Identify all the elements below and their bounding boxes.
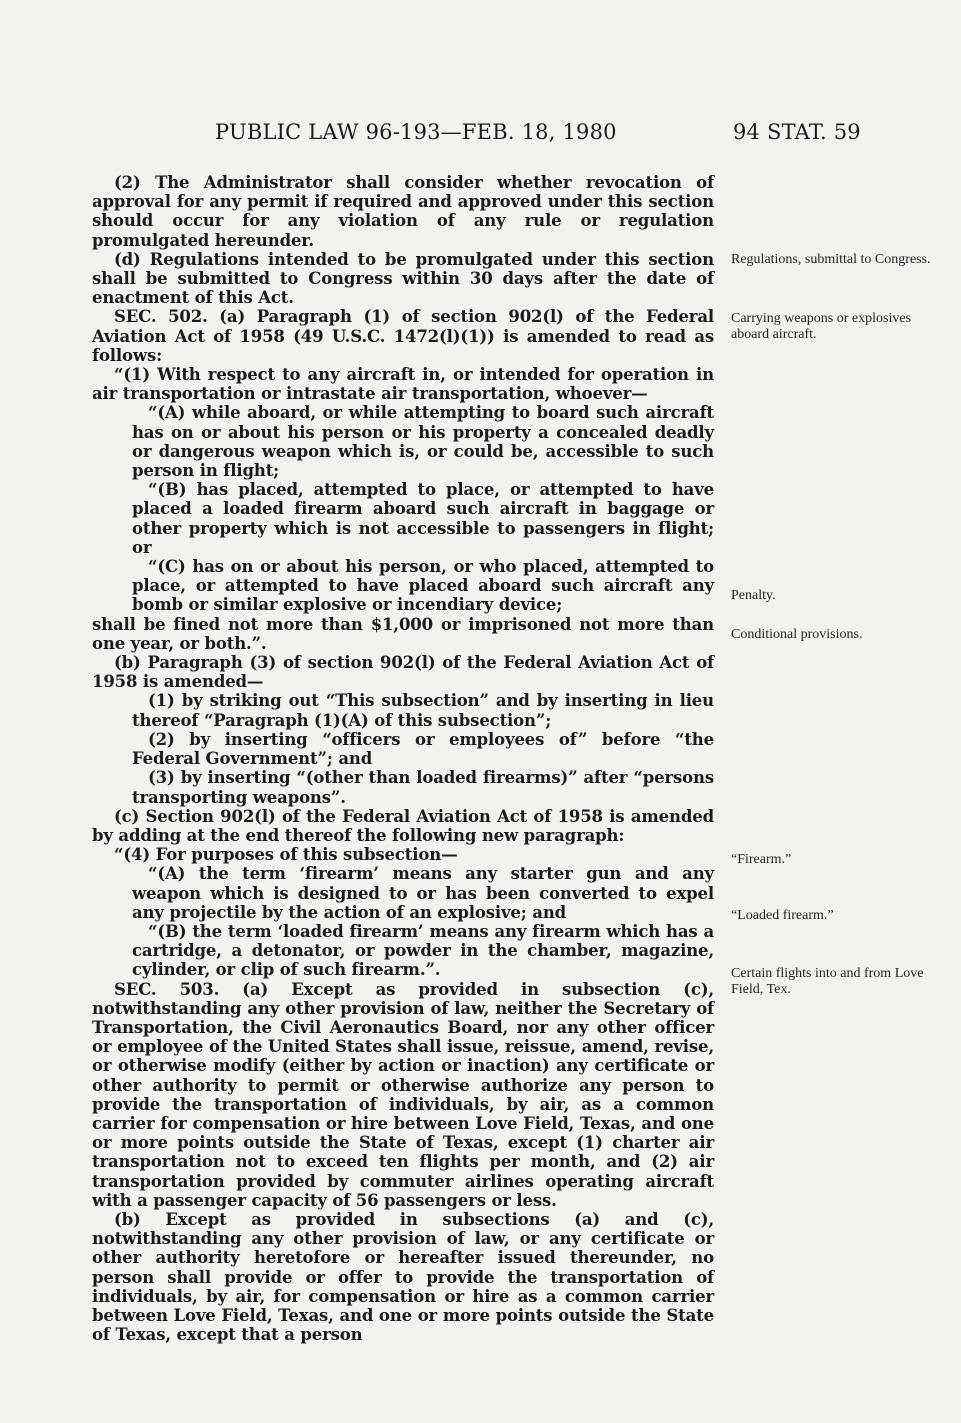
paragraph: “(B) the term ‘loaded firearm’ means any firearm which has a cartridge, a detonator, or powder in the chamber, magazine, cylinder, or clip of such firearm.”. [132,921,714,980]
paragraph: shall be fined not more than $1,000 or imprisoned not more than one year, or both.”. [92,614,714,653]
paragraph: (d) Regulations intended to be promulgated under this section shall be submitted to Congress within 30 days after the date of enactment of this Act. [92,249,714,308]
paragraph: SEC. 503. (a) Except as provided in subsection (c), notwithstanding any other provision of law, neither the Secretary of Transportation, the Civil Aeronautics Board, nor any other officer or employee of the United States shall issue, reissue, amend, revise, or otherwise modify (either by action or inaction) any certificate or other authority to permit or otherwise authorize any person to provide the transportation of individuals, by air, as a common carrier for compensation or hire between Love Field, Texas, and one or more points outside the State of Texas, except (1) charter air transportation not to exceed ten flights per month, and (2) air transportation provided by commuter airlines operating aircraft with a passenger capacity of 56 passengers or less. [92,979,714,1210]
paragraph: (b) Except as provided in subsections (a) and (c), notwithstanding any other provision of law, or any certificate or other authority heretofore or hereafter issued thereunder, no person shall provide or offer to provide the transportation of individuals, by air, for compensation or hire as a common carrier between Love Field, Texas, and one or more points outside the State of Texas, except that a person [92,1209,714,1345]
paragraph: SEC. 502. (a) Paragraph (1) of section 902(l) of the Federal Aviation Act of 1958 (49 U.S.C. 1472(l)(1)) is amended to read as follows: [92,307,714,365]
margin-note: “Loaded firearm.” [731,908,834,923]
margin-note: “Firearm.” [731,852,792,867]
margin-note: Regulations, submittal to Congress. [731,252,931,267]
paragraph: (2) by inserting “officers or employees of” before “the Federal Government”; and [132,729,714,769]
paragraph: (1) by striking out “This subsection” and by inserting in lieu thereof “Paragraph (1)(A) of this subsection”; [132,691,714,730]
running-header-page: 94 STAT. 59 [733,120,861,144]
paragraph: (3) by inserting “(other than loaded firearms)” after “persons transporting weapons”. [132,768,714,807]
paragraph: (2) The Administrator shall consider whether revocation of approval for any permit if required and approved under this section should occur for any violation of any rule or regulation promulgated hereunder. [92,173,714,250]
paragraph: “(C) has on or about his person, or who placed, attempted to place, or attempted to have placed aboard such aircraft any bomb or similar explosive or incendiary device; [132,557,714,615]
paragraph: (b) Paragraph (3) of section 902(l) of the Federal Aviation Act of 1958 is amended— [92,653,714,692]
statute-body [92,173,714,1344]
running-header-title: PUBLIC LAW 96-193—FEB. 18, 1980 [215,120,617,144]
margin-note: Conditional provisions. [731,627,863,642]
margin-note: Certain flights into and from Love Field, Tex. [731,966,924,997]
paragraph: “(A) the term ‘firearm’ means any starter gun and any weapon which is designed to or has been converted to expel any projectile by the action of an explosive; and [132,864,714,922]
paragraph: (c) Section 902(l) of the Federal Aviation Act of 1958 is amended by adding at the end thereof the following new paragraph: [92,806,714,845]
margin-note: Carrying weapons or explosives aboard aircraft. [731,311,912,342]
paragraph: “(4) For purposes of this subsection— [114,845,458,865]
margin-note: Penalty. [731,588,776,603]
paragraph: “(1) With respect to any aircraft in, or intended for operation in air transportation or intrastate air transportation, whoever— [92,365,714,404]
paragraph: “(A) while aboard, or while attempting to board such aircraft has on or about his person or his property a concealed deadly or dangerous weapon which is, or could be, accessible to such person in flight; [132,403,714,481]
paragraph: “(B) has placed, attempted to place, or attempted to have placed a loaded firearm aboard such aircraft in baggage or other property which is not accessible to passengers in flight; or [132,480,714,557]
